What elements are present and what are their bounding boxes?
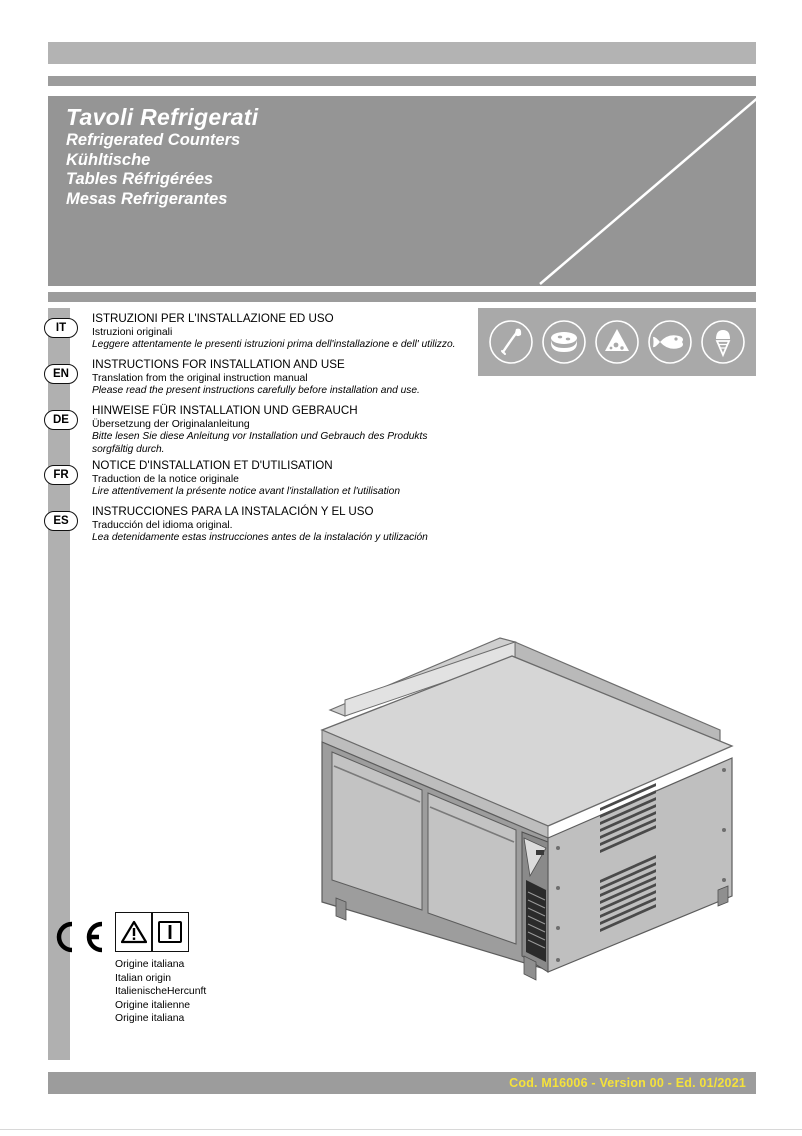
origin-line-de: ItalienischeHercunft	[115, 986, 207, 998]
language-row	[44, 358, 464, 402]
language-sub-es: Traducción del idioma original.	[92, 520, 233, 532]
header-bar-lower	[48, 76, 756, 86]
language-sub-en: Translation from the original instruction manual	[92, 373, 308, 385]
language-title-it: ISTRUZIONI PER L'INSTALLAZIONE ED USO	[92, 312, 334, 325]
origin-text-list	[115, 958, 206, 1026]
origin-line-fr: Origine italienne	[115, 999, 191, 1011]
language-sub-fr: Traduction de la notice originale	[92, 474, 239, 486]
language-note-it: Leggere attentamente le presenti istruzioni prima dell'installazione e dell' utilizzo.	[92, 339, 456, 351]
language-row	[44, 312, 464, 356]
diagonal-decoration	[532, 96, 756, 286]
title-line-es: Mesas Refrigerantes	[66, 189, 228, 208]
language-note-en: Please read the present instructions carefully before installation and use.	[92, 385, 420, 397]
language-title-en: INSTRUCTIONS FOR INSTALLATION AND USE	[92, 358, 345, 371]
footer-bar	[48, 1072, 756, 1094]
language-sub-it: Istruzioni originali	[92, 327, 173, 339]
language-note-de: Bitte lesen Sie diese Anleitung vor Installation und Gebrauch des Produkts sorgfältig durch.	[92, 431, 428, 456]
language-badge-de: DE	[44, 410, 78, 430]
language-instruction-list	[44, 312, 464, 551]
divider-bar	[48, 292, 756, 302]
meat-icon	[542, 319, 586, 365]
warning-triangle-icon	[121, 920, 147, 944]
origin-line-es: Origine italiana	[115, 1013, 185, 1025]
refrigerated-counter-illustration	[300, 580, 760, 1000]
title-line-it: Tavoli Refrigerati	[66, 104, 259, 130]
warning-cell	[116, 913, 151, 951]
icecream-icon	[701, 319, 745, 365]
language-row	[44, 459, 464, 503]
language-note-fr: Lire attentivement la présente notice avant l'installation et l'utilisation	[92, 486, 400, 498]
safety-symbol-box	[115, 912, 189, 952]
ce-mark-icon	[52, 920, 106, 954]
language-title-fr: NOTICE D'INSTALLATION ET D'UTILISATION	[92, 458, 333, 472]
language-badge-es: ES	[44, 511, 78, 531]
language-badge-it: IT	[44, 318, 78, 338]
manual-cell	[153, 913, 188, 951]
title-line-de: Kühltische	[66, 150, 151, 169]
vegetable-icon	[489, 319, 533, 365]
cheese-icon	[595, 319, 639, 365]
language-row	[44, 505, 464, 549]
language-row	[44, 404, 464, 457]
read-manual-icon	[157, 920, 183, 944]
title-line-en: Refrigerated Counters	[66, 131, 241, 149]
language-title-de: HINWEISE FÜR INSTALLATION UND GEBRAUCH	[92, 404, 358, 417]
origin-line-en: Italian origin	[115, 972, 172, 984]
document-code: Cod. M16006 - Version 00 - Ed. 01/2021	[509, 1076, 746, 1090]
language-note-es: Lea detenidamente estas instrucciones antes de la instalación y utilización	[92, 532, 428, 544]
page-bottom-edge	[0, 1129, 802, 1136]
origin-line-it: Origine italiana	[115, 959, 185, 970]
food-category-icon-box	[478, 308, 756, 376]
title-banner	[48, 96, 756, 286]
header-bar-upper	[48, 42, 756, 64]
language-title-es: INSTRUCCIONES PARA LA INSTALACIÓN Y EL USO	[92, 504, 374, 518]
fish-icon	[648, 319, 692, 365]
language-badge-en: EN	[44, 364, 78, 384]
language-badge-fr: FR	[44, 465, 78, 485]
title-text-group	[66, 106, 258, 210]
language-sub-de: Übersetzung der Originalanleitung	[92, 419, 250, 431]
title-line-fr: Tables Réfrigérées	[66, 170, 214, 188]
